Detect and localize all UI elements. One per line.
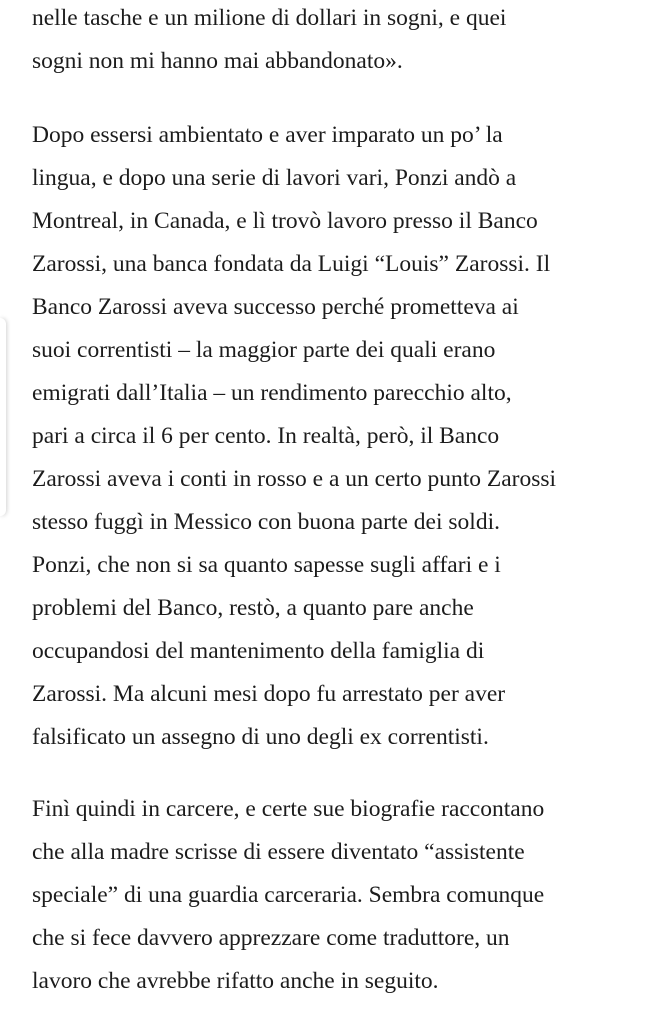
text-line: nelle tasche e un milione di dollari in sogni, e quei — [32, 5, 507, 31]
text-line: speciale” di una guardia carceraria. Sembra comunque — [32, 882, 545, 908]
text-line: lavoro che avrebbe rifatto anche in seguito. — [32, 968, 439, 994]
text-line: problemi del Banco, restò, a quanto pare anche — [32, 595, 474, 621]
text-line: Zarossi. Ma alcuni mesi dopo fu arrestato per aver — [32, 681, 506, 707]
text-line: Zarossi aveva i conti in rosso e a un certo punto Zarossi — [32, 466, 557, 492]
text-line: stesso fuggì in Messico con buona parte dei soldi. — [32, 509, 500, 535]
paragraph-2 — [32, 114, 556, 759]
text-line: Montreal, in Canada, e lì trovò lavoro presso il Banco — [32, 208, 538, 234]
text-line: pari a circa il 6 per cento. In realtà, però, il Banco — [32, 423, 500, 449]
paragraph-1 — [32, 0, 506, 83]
text-line: che alla madre scrisse di essere diventato “assistente — [32, 839, 525, 865]
text-line: Finì quindi in carcere, e certe sue biografie raccontano — [32, 796, 545, 822]
text-line: occupandosi del mantenimento della famiglia di — [32, 638, 485, 664]
text-line: sogni non mi hanno mai abbandonato». — [32, 48, 403, 74]
text-line: Dopo essersi ambientato e aver imparato un po’ la — [32, 122, 503, 148]
text-line: Zarossi, una banca fondata da Luigi “Louis” Zarossi. Il — [32, 251, 551, 277]
text-line: Banco Zarossi aveva successo perché prometteva ai — [32, 294, 519, 320]
text-line: emigrati dall’Italia – un rendimento parecchio alto, — [32, 380, 512, 406]
text-line: lingua, e dopo una serie di lavori vari, Ponzi andò a — [32, 165, 517, 191]
side-edge-handle[interactable] — [0, 318, 6, 516]
text-line: che si fece davvero apprezzare come traduttore, un — [32, 925, 510, 951]
paragraph-3 — [32, 788, 544, 1003]
text-line: suoi correntisti – la maggior parte dei quali erano — [32, 337, 496, 363]
text-line: falsificato un assegno di uno degli ex correntisti. — [32, 724, 489, 750]
text-line: Ponzi, che non si sa quanto sapesse sugli affari e i — [32, 552, 501, 578]
